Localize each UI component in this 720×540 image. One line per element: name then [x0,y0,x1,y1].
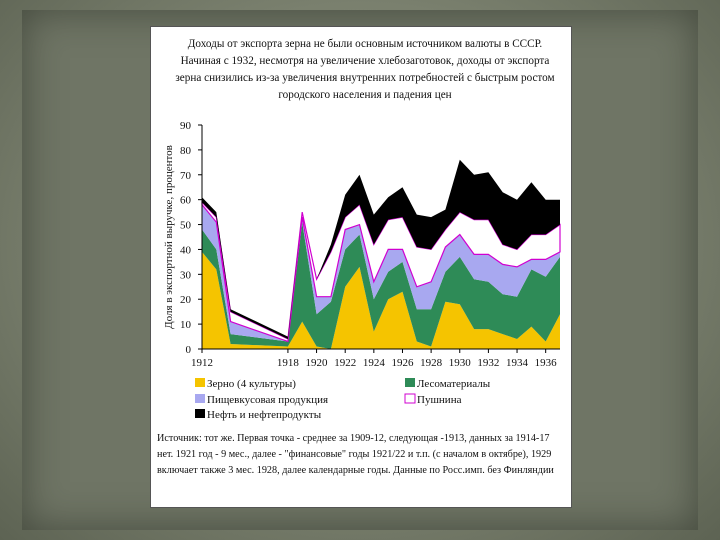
y-tick-label: 90 [180,120,191,132]
legend-swatch [195,378,205,387]
y-tick-label: 0 [185,344,191,356]
legend-label: Пушнина [417,394,462,406]
x-tick-label: 1922 [334,357,357,369]
legend-label: Пищевкусовая продукция [207,394,329,406]
x-tick-label: 1936 [534,357,557,369]
y-tick-label: 30 [180,269,191,282]
legend-swatch [405,378,415,387]
y-tick-label: 70 [180,169,191,182]
source-note: Источник: тот же. Первая точка - среднее за 1909-12, следующая -1913, данных за 1914-17 нет. 1921 год - 9 мес., далее - "финансовые" годы 1921/22 и т.п. (с началом в октябре), 1929 включает также 3 мес. 1928, далее календарные годы. Данные по Росс.имп. без Финляндии [157,433,554,476]
legend-label: Нефть и нефтепродукты [207,409,322,421]
x-tick-label: 1912 [191,357,213,369]
legend-label: Зерно (4 культуры) [207,378,296,390]
x-tick-label: 1934 [506,357,529,369]
chart-title: Доходы от экспорта зерна не были основным источником валюты в СССР. Начиная с 1932, несмотря на увеличение хлебозаготовок, доходы от экспорта зерна снизились из-за увеличения внутренних потребностей с быстрым ростом городского населения и падения цен [175,38,555,101]
y-tick-label: 50 [180,219,191,232]
y-tick-label: 60 [180,194,191,207]
y-tick-label: 40 [180,244,191,257]
x-tick-label: 1924 [362,357,385,369]
y-axis-label: Доля в экспортной выручке, процентов [163,145,175,329]
x-tick-label: 1930 [448,357,471,369]
y-tick-label: 20 [180,294,191,307]
legend-swatch [405,394,415,403]
x-tick-label: 1928 [420,357,443,369]
legend-swatch [195,409,205,418]
y-tick-label: 80 [180,144,191,157]
x-tick-label: 1918 [276,357,299,369]
legend-swatch [195,394,205,403]
legend-label: Лесоматериалы [417,378,491,390]
x-tick-label: 1920 [305,357,328,369]
x-tick-label: 1932 [477,357,500,369]
y-tick-label: 10 [180,319,191,332]
x-tick-label: 1926 [391,357,414,369]
